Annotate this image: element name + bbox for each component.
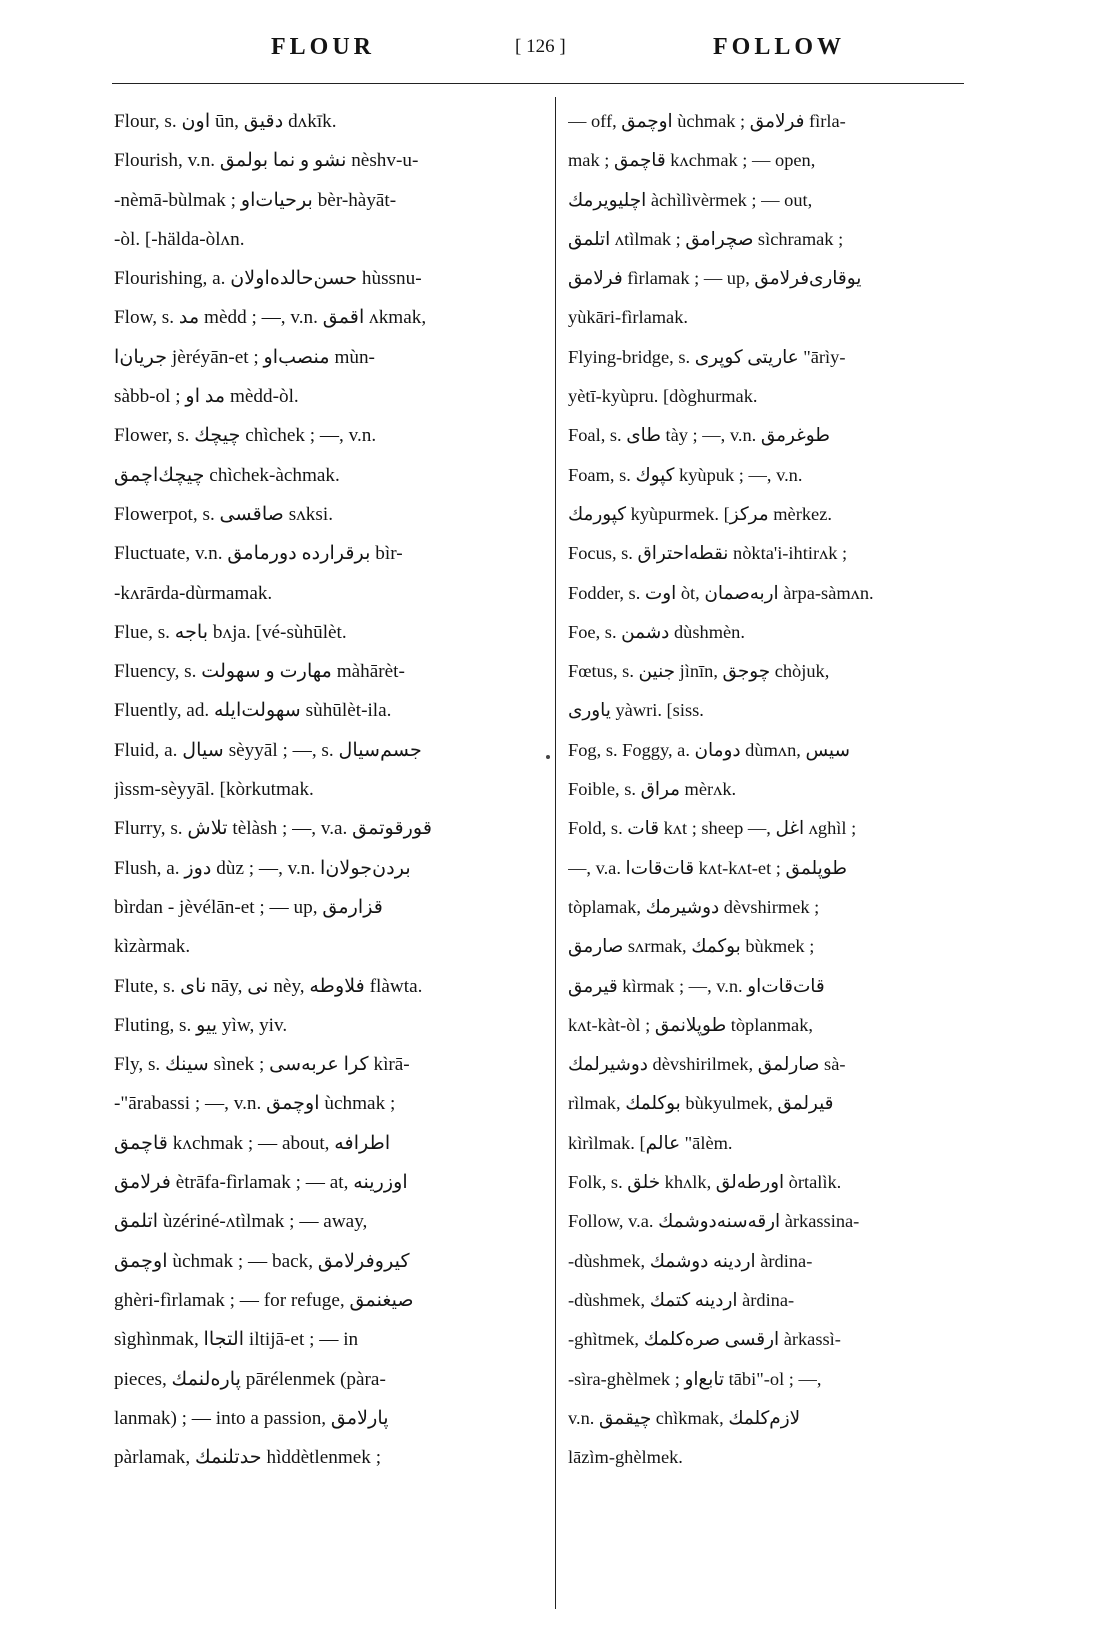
entry-line: Fluency, s. مهارت و سهولت màhārèt-: [114, 661, 405, 683]
entry-line: Flute, s. ناى nāy, نى nèy, فلاوطه flàwta.: [114, 975, 423, 997]
entry-line: kìrìlmak. [عالم "ālèm.: [568, 1132, 733, 1153]
entry-line: Fold, s. قات kʌt ; sheep —, اغل ʌghìl ;: [568, 818, 857, 839]
entry-line: دوشيرلمك dèvshirilmek, صارلمق sà-: [568, 1054, 846, 1075]
entry-line: Flurry, s. تلاش tèlàsh ; —, v.a. قورقوتمق: [114, 818, 432, 840]
margin-mark: [546, 755, 550, 759]
entry-line: -nèmā-bùlmak ; برحيات‌او bèr-hàyāt-: [114, 189, 397, 211]
entry-line: sìghìnmak, التجاا iltijā-et ; — in: [114, 1329, 359, 1351]
entry-line: Flow, s. مد mèdd ; —, v.n. اقمق ʌkmak,: [114, 307, 427, 329]
entry-line: Foal, s. طاى tày ; —, v.n. طوغرمق: [568, 425, 830, 446]
entry-line: Fodder, s. اوت òt, اربه‌صمان àrpa-sàmʌn.: [568, 582, 874, 603]
entry-line: اوچمق ùchmak ; — back, كيروفرلامق: [114, 1250, 410, 1272]
entry-line: Flue, s. باجه bʌja. [vé-sùhūlèt.: [114, 621, 347, 643]
entry-line: Fly, s. سينك sìnek ; كرا عربه‌سى kìrā-: [114, 1054, 410, 1076]
entry-line: -"ārabassi ; —, v.n. اوچمق ùchmak ;: [114, 1093, 396, 1115]
entry-line: Foe, s. دشمن dùshmèn.: [568, 621, 745, 642]
entry-line: كپورمك kyùpurmek. [مركز mèrkez.: [568, 503, 832, 524]
running-header: [0, 34, 1115, 74]
entry-line: -òl. [-hälda-òlʌn.: [114, 228, 245, 250]
entry-line: mak ; قاچمق kʌchmak ; — open,: [568, 150, 816, 171]
right-column: [568, 102, 968, 1610]
right-guide-word: FOLLOW: [713, 34, 846, 60]
entry-line: Focus, s. نقطه‌احتراق nòkta'i-ihtirʌk ;: [568, 543, 848, 564]
entry-line: — off, اوچمق ùchmak ; فرلامق fìrla-: [568, 111, 846, 131]
entry-line: -sìra-ghèlmek ; تابع‌او tābi"-ol ; —,: [568, 1368, 822, 1389]
entry-line: Fœtus, s. جنين jìnīn, چوجق chòjuk,: [568, 661, 830, 682]
entry-line: tòplamak, دوشيرمك dèvshirmek ;: [568, 896, 820, 917]
entry-line: ghèri-fìrlamak ; — for refuge, صيغنمق: [114, 1289, 414, 1311]
entry-line: -kʌrārda-dùrmamak.: [114, 582, 273, 604]
header-rule: [112, 83, 964, 84]
entry-line: Fluting, s. ييو yìw, yiv.: [114, 1014, 288, 1036]
entry-line: اچليويرمك àchìlìvèrmek ; — out,: [568, 189, 813, 210]
entry-line: فرلامق fìrlamak ; — up, يوقارى‌فرلامق: [568, 268, 862, 289]
entry-line: -dùshmek, اردينه كتمك àrdina-: [568, 1289, 795, 1310]
entry-line: Flush, a. دوز dùz ; —, v.n. بردن‌جولان‌ا: [114, 857, 411, 879]
entry-line: pieces, پاره‌لنمك pārélenmek (pàra-: [114, 1368, 386, 1390]
entry-line: sàbb-ol ; مد او mèdd-òl.: [114, 386, 299, 408]
entry-line: yètī-kyùpru. [dòghurmak.: [568, 386, 758, 407]
entry-line: -ghìtmek, ارقسى صره‌كلمك àrkassì-: [568, 1329, 841, 1350]
entry-line: Flowerpot, s. صاقسى sʌksi.: [114, 503, 333, 525]
entry-line: قيرمق kìrmak ; —, v.n. قات‌قات‌او: [568, 975, 825, 996]
entry-line: Folk, s. خلق khʌlk, اورطه‌لق òrtalìk.: [568, 1172, 842, 1193]
left-guide-word: FLOUR: [271, 34, 375, 60]
entry-line: Flourish, v.n. نشو و نما بولمق nèshv-u-: [114, 150, 419, 172]
entry-line: Fluid, a. سيال sèyyāl ; —, s. جسم‌سيال: [114, 739, 422, 761]
entry-line: kʌt-kàt-òl ; طوپلانمق tòplanmak,: [568, 1014, 813, 1035]
entry-line: lanmak) ; — into a passion, پارلامق: [114, 1407, 389, 1429]
entry-line: صارمق sʌrmak, بوكمك bùkmek ;: [568, 936, 815, 957]
entry-line: bìrdan - jèvélān-et ; — up, قزارمق: [114, 896, 383, 918]
entry-line: Fluently, ad. سهولت‌ايله sùhūlèt-ila.: [114, 700, 392, 722]
entry-line: lāzìm-ghèlmek.: [568, 1447, 683, 1468]
entry-line: Foible, s. مراق mèrʌk.: [568, 779, 737, 800]
entry-line: Flourishing, a. حسن‌حالده‌اولان hùssnu-: [114, 268, 422, 290]
entry-line: اتلمق ùzériné-ʌtìlmak ; — away,: [114, 1211, 368, 1233]
entry-line: kìzàrmak.: [114, 936, 191, 958]
page-number: [ 126 ]: [515, 36, 566, 57]
entry-line: فرلامق ètrāfa-fìrlamak ; — at, اوزرينه: [114, 1172, 408, 1194]
entry-line: جريان‌ا jèréyān-et ; منصب‌او mùn-: [114, 346, 375, 368]
entry-line: Flying-bridge, s. عاريتى كوپرى "ārìy-: [568, 346, 846, 367]
entry-line: چيچك‌اچمق chìchek-àchmak.: [114, 464, 340, 486]
entry-line: Flower, s. چيچك chìchek ; —, v.n.: [114, 425, 377, 447]
entry-line: -dùshmek, اردينه دوشمك àrdina-: [568, 1250, 813, 1271]
entry-line: Flour, s. اون ūn, دقيق dʌkīk.: [114, 111, 337, 132]
entry-line: ياورى yàwri. [siss.: [568, 700, 704, 721]
entry-line: قاچمق kʌchmak ; — about, اطرافه: [114, 1132, 391, 1154]
entry-line: yùkāri-fìrlamak.: [568, 307, 688, 328]
entry-line: jìssm-sèyyāl. [kòrkutmak.: [114, 779, 314, 801]
entry-line: Follow, v.a. ارقه‌سنه‌دوشمك àrkassina-: [568, 1211, 860, 1232]
entry-line: Fog, s. Foggy, a. دومان dùmʌn, سيس: [568, 739, 850, 760]
entry-line: v.n. چيقمق chìkmak, لازم‌كلمك: [568, 1407, 801, 1428]
column-divider: [555, 97, 556, 1609]
left-column: [114, 102, 532, 1610]
entry-line: اتلمق ʌtìlmak ; صچرامق sìchramak ;: [568, 228, 844, 249]
entry-line: Fluctuate, v.n. برقرارده دورمامق bìr-: [114, 543, 403, 565]
entry-line: —, v.a. قات‌قات‌ا kʌt-kʌt-et ; طوپلمق: [568, 857, 847, 878]
entry-line: Foam, s. كپوك kyùpuk ; —, v.n.: [568, 464, 803, 485]
entry-line: rìlmak, بوكلمك bùkyulmek, قيرلمق: [568, 1093, 834, 1114]
entry-line: pàrlamak, حدتلنمك hìddètlenmek ;: [114, 1447, 382, 1469]
